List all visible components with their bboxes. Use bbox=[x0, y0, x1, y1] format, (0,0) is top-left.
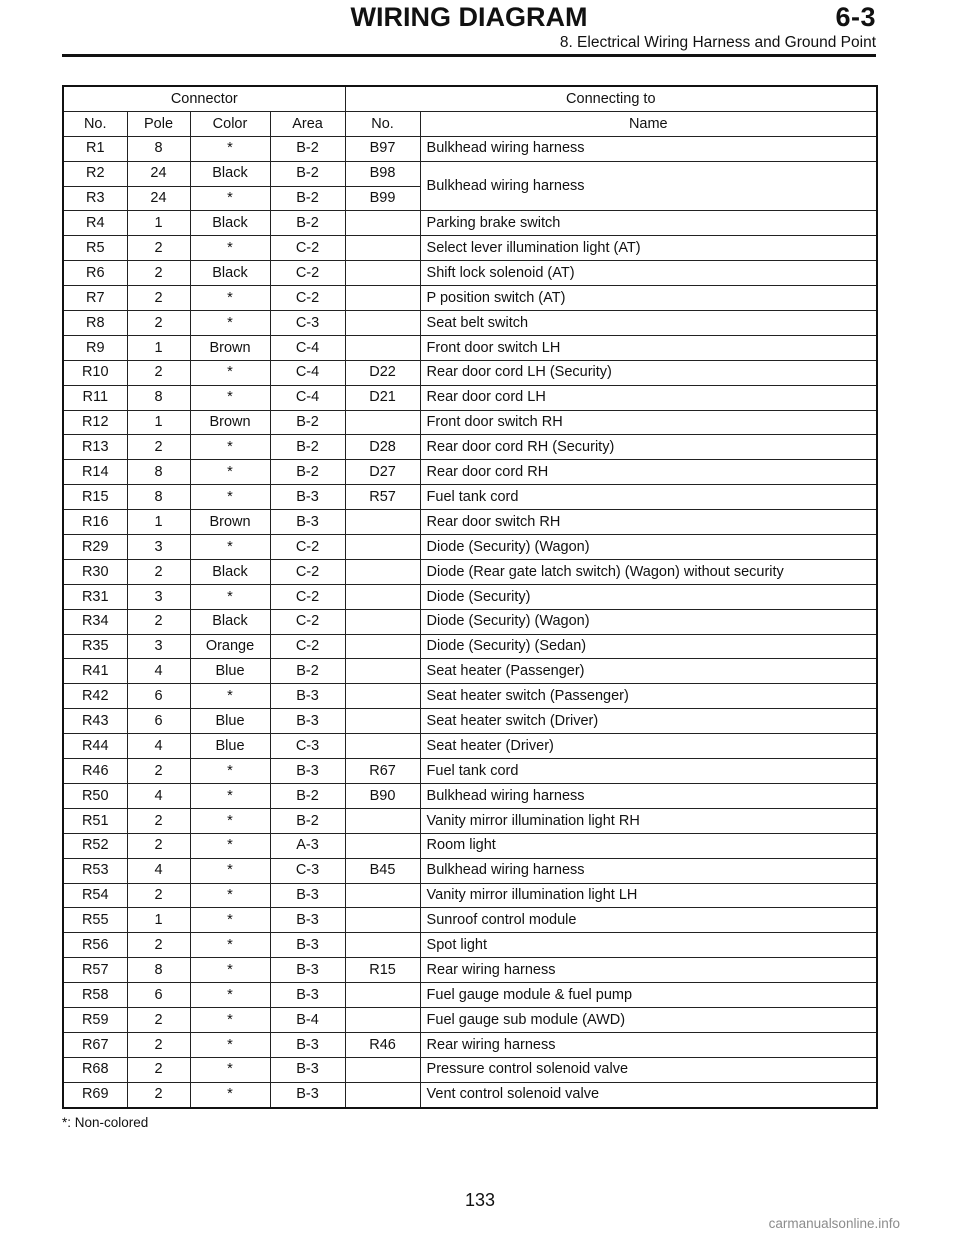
table-row bbox=[63, 933, 877, 958]
cell-color: Black bbox=[190, 609, 270, 634]
cell-to-no: D28 bbox=[345, 435, 420, 460]
cell-color: * bbox=[190, 1032, 270, 1057]
cell-name: Spot light bbox=[420, 933, 877, 958]
cell-color: Blue bbox=[190, 734, 270, 759]
cell-no: R9 bbox=[63, 335, 127, 360]
connector-group-header: Connector bbox=[63, 86, 345, 111]
cell-no: R42 bbox=[63, 684, 127, 709]
cell-name: Seat heater switch (Passenger) bbox=[420, 684, 877, 709]
cell-no: R13 bbox=[63, 435, 127, 460]
cell-color: * bbox=[190, 858, 270, 883]
cell-color: * bbox=[190, 684, 270, 709]
cell-area: B-3 bbox=[270, 983, 345, 1008]
cell-no: R46 bbox=[63, 759, 127, 784]
cell-pole: 6 bbox=[127, 684, 190, 709]
cell-area: B-2 bbox=[270, 783, 345, 808]
cell-area: B-2 bbox=[270, 659, 345, 684]
column-header-to-no: No. bbox=[345, 111, 420, 136]
cell-pole: 1 bbox=[127, 211, 190, 236]
cell-area: B-3 bbox=[270, 958, 345, 983]
cell-to-no bbox=[345, 634, 420, 659]
cell-to-no: R57 bbox=[345, 485, 420, 510]
cell-pole: 2 bbox=[127, 883, 190, 908]
table-row bbox=[63, 559, 877, 584]
table-row bbox=[63, 535, 877, 560]
cell-color: * bbox=[190, 933, 270, 958]
cell-pole: 2 bbox=[127, 1032, 190, 1057]
cell-color: * bbox=[190, 485, 270, 510]
cell-color: * bbox=[190, 1057, 270, 1082]
cell-to-no bbox=[345, 808, 420, 833]
cell-area: B-2 bbox=[270, 211, 345, 236]
cell-color: * bbox=[190, 311, 270, 336]
table-row bbox=[63, 1057, 877, 1082]
group-header-row bbox=[63, 86, 877, 111]
cell-no: R11 bbox=[63, 385, 127, 410]
cell-to-no bbox=[345, 833, 420, 858]
cell-name: Seat belt switch bbox=[420, 311, 877, 336]
cell-area: B-2 bbox=[270, 808, 345, 833]
cell-area: B-3 bbox=[270, 933, 345, 958]
cell-pole: 4 bbox=[127, 783, 190, 808]
cell-no: R15 bbox=[63, 485, 127, 510]
cell-name: Diode (Security) (Wagon) bbox=[420, 535, 877, 560]
table-row bbox=[63, 460, 877, 485]
cell-pole: 2 bbox=[127, 1082, 190, 1107]
cell-area: C-2 bbox=[270, 559, 345, 584]
cell-no: R68 bbox=[63, 1057, 127, 1082]
cell-pole: 2 bbox=[127, 933, 190, 958]
cell-color: Black bbox=[190, 261, 270, 286]
cell-area: B-3 bbox=[270, 759, 345, 784]
cell-area: B-4 bbox=[270, 1007, 345, 1032]
cell-no: R44 bbox=[63, 734, 127, 759]
cell-color: * bbox=[190, 286, 270, 311]
cell-to-no bbox=[345, 286, 420, 311]
cell-name: Rear door cord RH bbox=[420, 460, 877, 485]
table-row bbox=[63, 485, 877, 510]
cell-to-no bbox=[345, 609, 420, 634]
cell-to-no bbox=[345, 261, 420, 286]
cell-color: * bbox=[190, 535, 270, 560]
cell-to-no bbox=[345, 335, 420, 360]
cell-name: Select lever illumination light (AT) bbox=[420, 236, 877, 261]
watermark: carmanualsonline.info bbox=[768, 1216, 900, 1231]
cell-area: B-2 bbox=[270, 460, 345, 485]
cell-no: R3 bbox=[63, 186, 127, 211]
cell-name: Bulkhead wiring harness bbox=[420, 858, 877, 883]
cell-to-no bbox=[345, 584, 420, 609]
cell-no: R34 bbox=[63, 609, 127, 634]
cell-no: R57 bbox=[63, 958, 127, 983]
cell-color: * bbox=[190, 983, 270, 1008]
cell-area: B-2 bbox=[270, 410, 345, 435]
cell-pole: 8 bbox=[127, 958, 190, 983]
column-header-pole: Pole bbox=[127, 111, 190, 136]
cell-color: * bbox=[190, 136, 270, 161]
cell-no: R2 bbox=[63, 161, 127, 186]
cell-color: Blue bbox=[190, 709, 270, 734]
table-row bbox=[63, 410, 877, 435]
cell-pole: 6 bbox=[127, 983, 190, 1008]
cell-pole: 1 bbox=[127, 335, 190, 360]
cell-name: Vent control solenoid valve bbox=[420, 1082, 877, 1107]
table-row bbox=[63, 1082, 877, 1107]
connector-table bbox=[62, 85, 878, 1109]
table-row bbox=[63, 286, 877, 311]
header-rule bbox=[62, 54, 876, 57]
cell-color: Blue bbox=[190, 659, 270, 684]
cell-no: R41 bbox=[63, 659, 127, 684]
cell-to-no bbox=[345, 236, 420, 261]
page-number: 133 bbox=[464, 1190, 496, 1210]
cell-area: C-2 bbox=[270, 236, 345, 261]
table-row bbox=[63, 385, 877, 410]
section-subtitle: 8. Electrical Wiring Harness and Ground Point bbox=[559, 34, 876, 51]
column-header-no: No. bbox=[63, 111, 127, 136]
table-row bbox=[63, 659, 877, 684]
cell-no: R8 bbox=[63, 311, 127, 336]
cell-no: R29 bbox=[63, 535, 127, 560]
table-row bbox=[63, 883, 877, 908]
table-row bbox=[63, 211, 877, 236]
cell-pole: 2 bbox=[127, 833, 190, 858]
cell-color: * bbox=[190, 958, 270, 983]
cell-area: C-2 bbox=[270, 261, 345, 286]
cell-color: * bbox=[190, 584, 270, 609]
table-row bbox=[63, 983, 877, 1008]
table-row bbox=[63, 510, 877, 535]
cell-to-no bbox=[345, 410, 420, 435]
cell-area: B-3 bbox=[270, 883, 345, 908]
cell-name: Seat heater switch (Driver) bbox=[420, 709, 877, 734]
cell-area: C-2 bbox=[270, 535, 345, 560]
cell-to-no bbox=[345, 734, 420, 759]
cell-pole: 24 bbox=[127, 161, 190, 186]
table-row bbox=[63, 908, 877, 933]
cell-to-no: B45 bbox=[345, 858, 420, 883]
cell-color: * bbox=[190, 808, 270, 833]
cell-to-no bbox=[345, 1057, 420, 1082]
cell-no: R52 bbox=[63, 833, 127, 858]
cell-no: R67 bbox=[63, 1032, 127, 1057]
cell-name: Parking brake switch bbox=[420, 211, 877, 236]
cell-to-no bbox=[345, 311, 420, 336]
cell-no: R35 bbox=[63, 634, 127, 659]
cell-area: C-2 bbox=[270, 286, 345, 311]
cell-area: C-3 bbox=[270, 311, 345, 336]
cell-no: R30 bbox=[63, 559, 127, 584]
cell-to-no: R15 bbox=[345, 958, 420, 983]
cell-area: B-2 bbox=[270, 435, 345, 460]
cell-name: Rear door cord RH (Security) bbox=[420, 435, 877, 460]
cell-area: C-3 bbox=[270, 734, 345, 759]
cell-area: B-3 bbox=[270, 908, 345, 933]
cell-pole: 3 bbox=[127, 584, 190, 609]
cell-area: B-2 bbox=[270, 186, 345, 211]
table-row bbox=[63, 684, 877, 709]
footnote: *: Non-colored bbox=[62, 1115, 149, 1130]
cell-pole: 3 bbox=[127, 634, 190, 659]
cell-no: R4 bbox=[63, 211, 127, 236]
cell-area: C-2 bbox=[270, 634, 345, 659]
cell-name: Front door switch LH bbox=[420, 335, 877, 360]
cell-no: R7 bbox=[63, 286, 127, 311]
cell-pole: 24 bbox=[127, 186, 190, 211]
cell-to-no bbox=[345, 684, 420, 709]
cell-pole: 8 bbox=[127, 385, 190, 410]
cell-to-no: B98 bbox=[345, 161, 420, 186]
cell-name: Diode (Security) bbox=[420, 584, 877, 609]
table-row bbox=[63, 584, 877, 609]
cell-name: Rear door switch RH bbox=[420, 510, 877, 535]
cell-pole: 2 bbox=[127, 1057, 190, 1082]
table-row bbox=[63, 236, 877, 261]
cell-no: R14 bbox=[63, 460, 127, 485]
cell-no: R16 bbox=[63, 510, 127, 535]
cell-no: R53 bbox=[63, 858, 127, 883]
chapter-number: 6-3 bbox=[835, 2, 876, 32]
cell-no: R58 bbox=[63, 983, 127, 1008]
cell-pole: 4 bbox=[127, 858, 190, 883]
cell-pole: 1 bbox=[127, 908, 190, 933]
cell-to-no bbox=[345, 211, 420, 236]
cell-area: B-2 bbox=[270, 161, 345, 186]
cell-name: Room light bbox=[420, 833, 877, 858]
cell-name: Rear door cord LH bbox=[420, 385, 877, 410]
cell-no: R59 bbox=[63, 1007, 127, 1032]
cell-area: B-2 bbox=[270, 136, 345, 161]
cell-pole: 2 bbox=[127, 759, 190, 784]
cell-color: Orange bbox=[190, 634, 270, 659]
table-row bbox=[63, 734, 877, 759]
cell-color: * bbox=[190, 460, 270, 485]
cell-no: R6 bbox=[63, 261, 127, 286]
cell-to-no bbox=[345, 510, 420, 535]
cell-name: Vanity mirror illumination light RH bbox=[420, 808, 877, 833]
cell-no: R56 bbox=[63, 933, 127, 958]
cell-pole: 2 bbox=[127, 1007, 190, 1032]
cell-pole: 2 bbox=[127, 559, 190, 584]
table-row bbox=[63, 709, 877, 734]
cell-name: Diode (Security) (Wagon) bbox=[420, 609, 877, 634]
cell-to-no bbox=[345, 535, 420, 560]
cell-pole: 2 bbox=[127, 609, 190, 634]
cell-pole: 2 bbox=[127, 286, 190, 311]
table-row bbox=[63, 161, 877, 186]
cell-area: B-3 bbox=[270, 684, 345, 709]
cell-area: C-2 bbox=[270, 584, 345, 609]
cell-color: Black bbox=[190, 161, 270, 186]
cell-no: R10 bbox=[63, 360, 127, 385]
cell-name: Diode (Rear gate latch switch) (Wagon) without security bbox=[420, 559, 877, 584]
table-row bbox=[63, 759, 877, 784]
cell-name: Bulkhead wiring harness bbox=[420, 136, 877, 161]
cell-pole: 2 bbox=[127, 435, 190, 460]
table-row bbox=[63, 609, 877, 634]
cell-no: R55 bbox=[63, 908, 127, 933]
cell-color: Black bbox=[190, 211, 270, 236]
connecting-to-group-header: Connecting to bbox=[345, 86, 877, 111]
cell-name: Seat heater (Driver) bbox=[420, 734, 877, 759]
table-row bbox=[63, 335, 877, 360]
cell-to-no: B97 bbox=[345, 136, 420, 161]
column-header-name: Name bbox=[420, 111, 877, 136]
cell-no: R12 bbox=[63, 410, 127, 435]
column-header-row bbox=[63, 111, 877, 136]
cell-name: Bulkhead wiring harness bbox=[420, 783, 877, 808]
cell-pole: 2 bbox=[127, 360, 190, 385]
cell-name: Sunroof control module bbox=[420, 908, 877, 933]
table-row bbox=[63, 833, 877, 858]
cell-color: * bbox=[190, 186, 270, 211]
cell-area: B-3 bbox=[270, 1082, 345, 1107]
cell-color: * bbox=[190, 236, 270, 261]
cell-name: Fuel tank cord bbox=[420, 759, 877, 784]
cell-pole: 1 bbox=[127, 510, 190, 535]
page-title: WIRING DIAGRAM bbox=[350, 2, 588, 32]
cell-no: R50 bbox=[63, 783, 127, 808]
cell-color: Brown bbox=[190, 335, 270, 360]
cell-pole: 3 bbox=[127, 535, 190, 560]
cell-no: R54 bbox=[63, 883, 127, 908]
cell-color: Brown bbox=[190, 410, 270, 435]
cell-color: * bbox=[190, 435, 270, 460]
cell-area: C-4 bbox=[270, 385, 345, 410]
cell-to-no bbox=[345, 983, 420, 1008]
cell-to-no bbox=[345, 709, 420, 734]
cell-pole: 2 bbox=[127, 311, 190, 336]
table-row bbox=[63, 1032, 877, 1057]
cell-pole: 2 bbox=[127, 261, 190, 286]
cell-pole: 2 bbox=[127, 236, 190, 261]
cell-name: P position switch (AT) bbox=[420, 286, 877, 311]
cell-to-no: D21 bbox=[345, 385, 420, 410]
cell-to-no: D27 bbox=[345, 460, 420, 485]
cell-color: Brown bbox=[190, 510, 270, 535]
cell-color: * bbox=[190, 783, 270, 808]
cell-name: Vanity mirror illumination light LH bbox=[420, 883, 877, 908]
connector-table-body bbox=[63, 86, 877, 1108]
cell-area: C-2 bbox=[270, 609, 345, 634]
cell-to-no: B90 bbox=[345, 783, 420, 808]
table-row bbox=[63, 783, 877, 808]
table-row bbox=[63, 858, 877, 883]
cell-to-no: D22 bbox=[345, 360, 420, 385]
cell-pole: 8 bbox=[127, 460, 190, 485]
cell-pole: 4 bbox=[127, 734, 190, 759]
cell-area: B-3 bbox=[270, 485, 345, 510]
cell-to-no: R46 bbox=[345, 1032, 420, 1057]
cell-pole: 8 bbox=[127, 136, 190, 161]
cell-pole: 1 bbox=[127, 410, 190, 435]
cell-to-no bbox=[345, 1007, 420, 1032]
cell-to-no bbox=[345, 559, 420, 584]
cell-name: Pressure control solenoid valve bbox=[420, 1057, 877, 1082]
cell-area: C-3 bbox=[270, 858, 345, 883]
cell-no: R43 bbox=[63, 709, 127, 734]
table-row bbox=[63, 808, 877, 833]
cell-pole: 6 bbox=[127, 709, 190, 734]
cell-pole: 8 bbox=[127, 485, 190, 510]
cell-area: B-3 bbox=[270, 709, 345, 734]
cell-color: * bbox=[190, 1007, 270, 1032]
table-row bbox=[63, 958, 877, 983]
cell-name: Fuel gauge sub module (AWD) bbox=[420, 1007, 877, 1032]
table-row bbox=[63, 360, 877, 385]
cell-area: A-3 bbox=[270, 833, 345, 858]
cell-name: Shift lock solenoid (AT) bbox=[420, 261, 877, 286]
cell-to-no bbox=[345, 883, 420, 908]
cell-to-no: B99 bbox=[345, 186, 420, 211]
column-header-color: Color bbox=[190, 111, 270, 136]
cell-color: Black bbox=[190, 559, 270, 584]
cell-to-no bbox=[345, 659, 420, 684]
cell-no: R1 bbox=[63, 136, 127, 161]
cell-name: Fuel tank cord bbox=[420, 485, 877, 510]
cell-name: Diode (Security) (Sedan) bbox=[420, 634, 877, 659]
table-row bbox=[63, 261, 877, 286]
cell-name: Rear wiring harness bbox=[420, 958, 877, 983]
cell-to-no bbox=[345, 933, 420, 958]
cell-name: Rear wiring harness bbox=[420, 1032, 877, 1057]
cell-pole: 2 bbox=[127, 808, 190, 833]
cell-no: R69 bbox=[63, 1082, 127, 1107]
cell-name: Bulkhead wiring harness bbox=[420, 161, 877, 211]
cell-pole: 4 bbox=[127, 659, 190, 684]
cell-no: R51 bbox=[63, 808, 127, 833]
cell-area: C-4 bbox=[270, 335, 345, 360]
cell-color: * bbox=[190, 883, 270, 908]
table-row bbox=[63, 311, 877, 336]
cell-color: * bbox=[190, 833, 270, 858]
cell-no: R31 bbox=[63, 584, 127, 609]
table-row bbox=[63, 1007, 877, 1032]
cell-name: Rear door cord LH (Security) bbox=[420, 360, 877, 385]
column-header-area: Area bbox=[270, 111, 345, 136]
cell-area: B-3 bbox=[270, 510, 345, 535]
table-row bbox=[63, 634, 877, 659]
cell-color: * bbox=[190, 759, 270, 784]
cell-area: C-4 bbox=[270, 360, 345, 385]
cell-area: B-3 bbox=[270, 1032, 345, 1057]
table-row bbox=[63, 435, 877, 460]
cell-to-no bbox=[345, 908, 420, 933]
cell-color: * bbox=[190, 385, 270, 410]
cell-color: * bbox=[190, 360, 270, 385]
table-row bbox=[63, 136, 877, 161]
cell-no: R5 bbox=[63, 236, 127, 261]
cell-name: Front door switch RH bbox=[420, 410, 877, 435]
cell-area: B-3 bbox=[270, 1057, 345, 1082]
cell-to-no: R67 bbox=[345, 759, 420, 784]
cell-name: Fuel gauge module & fuel pump bbox=[420, 983, 877, 1008]
cell-to-no bbox=[345, 1082, 420, 1107]
cell-name: Seat heater (Passenger) bbox=[420, 659, 877, 684]
cell-color: * bbox=[190, 908, 270, 933]
cell-color: * bbox=[190, 1082, 270, 1107]
